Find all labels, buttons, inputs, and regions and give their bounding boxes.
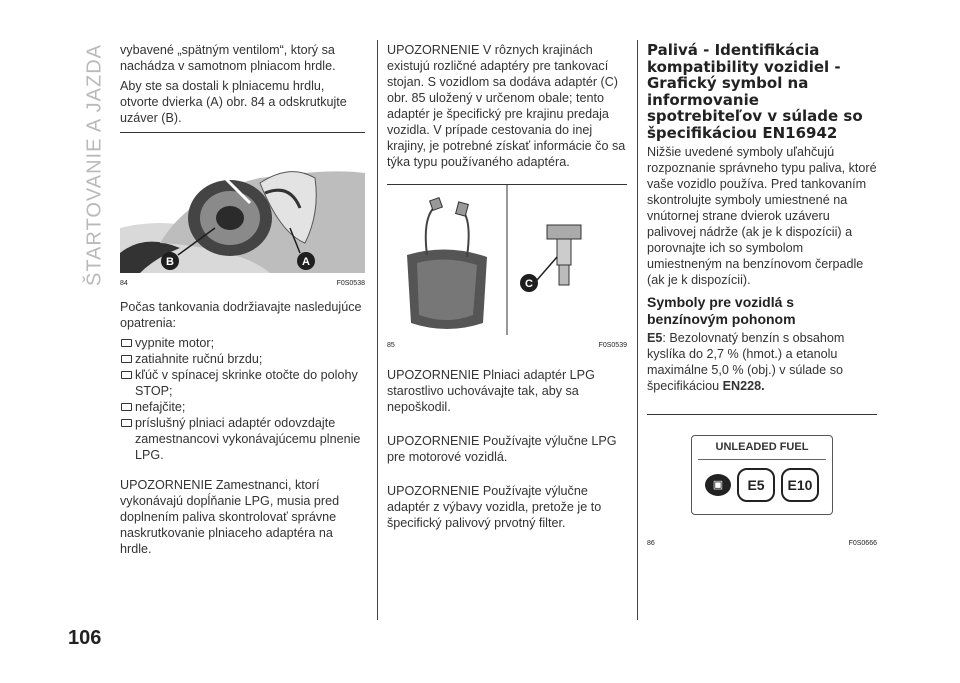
figure-caption <box>387 341 627 351</box>
figure-number: 86 <box>647 540 655 547</box>
paragraph: Aby ste sa dostali k plniacemu hrdlu, otvorte dvierka (A) obr. 84 a odskrutkujte uzáver (B). <box>120 79 347 125</box>
figure-number: 84 <box>120 280 128 287</box>
warning-paragraph: UPOZORNENIE Používajte výlučne LPG pre motorové vozidlá. <box>387 434 617 464</box>
lpg-adapter-illustration <box>387 185 627 335</box>
column-3 <box>647 42 877 549</box>
e10-symbol: E10 <box>781 468 819 502</box>
label-a: A <box>302 256 310 268</box>
side-tab-label: ŠTARTOVANIE A JAZDA <box>83 43 106 287</box>
unleaded-fuel-title: UNLEADED FUEL <box>715 441 809 453</box>
label-b: B <box>166 256 174 268</box>
fuel-door-illustration <box>120 133 365 273</box>
section-side-tab <box>80 40 110 290</box>
list-item: nefajčite; <box>120 399 365 415</box>
e5-label: E5 <box>647 331 663 345</box>
figure-85 <box>387 184 627 351</box>
list-item: kľúč v spínacej skrinke otočte do polohy STOP; <box>120 367 365 399</box>
column-1 <box>120 42 365 561</box>
figure-code: F0S0539 <box>598 342 627 349</box>
figure-caption <box>120 279 365 289</box>
e5-symbol: E5 <box>737 468 775 502</box>
column-divider <box>637 40 638 620</box>
unleaded-fuel-label <box>691 435 833 515</box>
column-2 <box>387 42 627 535</box>
label-rule <box>698 459 826 460</box>
paragraph: Počas tankovania dodržiavajte nasledujúce opatrenia: <box>120 300 362 330</box>
paragraph: vybavené „spätným ventilom“, ktorý sa nachádza v samotnom plniacom hrdle. <box>120 43 336 73</box>
manual-book-icon: ▣ <box>705 474 731 496</box>
precaution-list <box>120 335 365 463</box>
figure-84 <box>120 132 365 289</box>
list-item: vypnite motor; <box>120 335 365 351</box>
figure-number: 85 <box>387 342 395 349</box>
subsection-heading: Symboly pre vozidlá s benzínovým pohonom <box>647 294 796 327</box>
list-item: zatiahnite ručnú brzdu; <box>120 351 365 367</box>
warning-paragraph: UPOZORNENIE Používajte výlučne adaptér z výbavy vozidla, pretože je to špecifický palivový prvotný filter. <box>387 484 602 530</box>
figure-86 <box>647 414 877 549</box>
paragraph: Nižšie uvedené symboly uľahčujú rozpoznanie správneho typu paliva, ktoré vaše vozidlo používa. Pred tankovaním skontrolujte symboly umiestnené na vnútornej strane dvierok uzáveru palivovej nádrže (ak je k dispozícii) a porovnajte ich so symbolom umiestneným na benzínovom čerpadle (ak je k dispozícii). <box>647 145 877 287</box>
figure-code: F0S0666 <box>848 540 877 547</box>
section-heading: Palivá - Identifikácia kompatibility vozidiel - Grafický symbol na informovanie spotrebiteľov v súlade so špecifikáciou EN16942 <box>647 41 863 142</box>
e5-description: : Bezolovnatý benzín s obsahom kyslíka do 2,7 % (hmot.) a etanolu maximálne 5,0 % (obj.) v súlade so špecifikáciou <box>647 331 845 393</box>
column-divider <box>377 40 378 620</box>
figure-caption <box>647 539 877 549</box>
label-c: C <box>525 278 533 290</box>
warning-paragraph: UPOZORNENIE V rôznych krajinách existujú rozličné adaptéry pre tankovací stojan. S vozidlom sa dodáva adaptér (C) obr. 85 uložený v určenom obale; tento adaptér je špecifický pre krajinu predaja vozidla. V prípade cestovania do inej krajiny, je potrebné získať informácie čo sa týka typu používaného adaptéra. <box>387 43 626 169</box>
warning-paragraph: UPOZORNENIE Zamestnanci, ktorí vykonávajú dopĺňanie LPG, musia pred doplnením paliva skontrolovať správne naskrutkovanie plniaceho adaptéra na hrdle. <box>120 478 340 556</box>
paragraph <box>647 330 877 394</box>
e5-spec: EN228. <box>722 379 765 393</box>
page-number: 106 <box>68 627 102 649</box>
figure-code: F0S0538 <box>336 280 365 287</box>
list-item: príslušný plniaci adaptér odovzdajte zamestnancovi vykonávajúcemu plnenie LPG. <box>120 415 365 463</box>
warning-paragraph: UPOZORNENIE Plniaci adaptér LPG starostlivo uchovávajte tak, aby sa nepoškodil. <box>387 368 595 414</box>
